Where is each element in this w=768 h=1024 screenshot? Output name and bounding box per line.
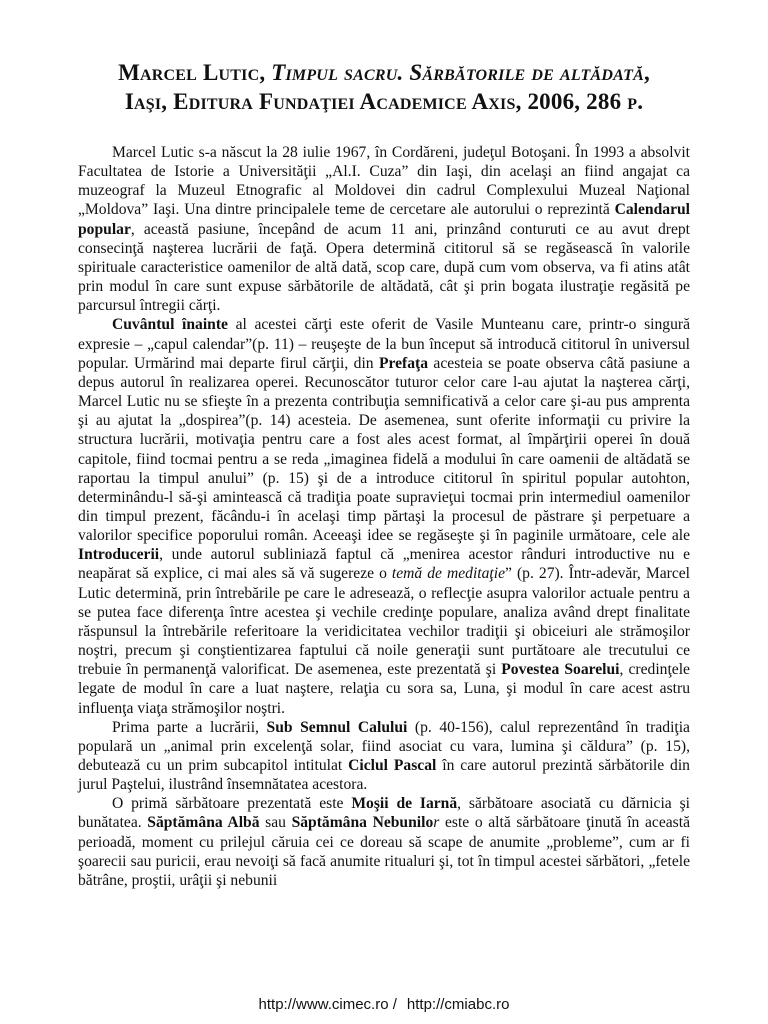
bold-text: Moşii de Iarnă (351, 795, 458, 813)
bold-text: Introducerii (78, 546, 160, 564)
text-run: , unde autorul subliniază faptul că „menirea acestor rânduri introductive nu e neapărat să explice, ci mai ales să vă sugereze o (78, 546, 690, 583)
title-line-2: Iaşi, Editura Fundaţiei Academice Axis, 2006, 286 p. (124, 89, 644, 114)
footer (0, 996, 768, 1013)
body-text (78, 143, 690, 890)
text-run: al acestei cărţi este oferit de Vasile Munteanu care, printr-o singură expresie – „capul calendar”(p. 11) – reuşeşte de la bun început să introducă cititorul în universul popular. Urmărind mai departe firul cărţii, din (78, 316, 691, 372)
footer-link-cmiabc[interactable]: http://cmiabc.ro (406, 996, 510, 1013)
title-book: Timpul sacru. Sărbătorile de altădată (271, 60, 644, 85)
bold-text: Prefaţa (378, 354, 429, 372)
italic-text: r (433, 814, 440, 832)
text-run: , această pasiune, începând de acum 11 ani, prinzând conturuti ce au avut drept consecinţă naşterea lucrării de faţă. Opera determină cititorul să se regăsească în valorile spirituale caracteristice oamenilor de altă dată, scop care, după cum vom observa, va fi atins atât prin modul în care sunt expuse sărbătorile de altădată, cât şi prin bogata ilustraţie regăsită pe parcursul întregii cărţi. (78, 220, 690, 315)
text-run: Marcel Lutic s-a născut la 28 iulie 1967, în Cordăreni, judeţul Botoşani. În 1993 a absolvit Facultatea de Istorie a Universităţii „Al.I. Cuza” din Iaşi, din acelaşi an fiind angajat ca muzeograf la Muzeul Etnografic al Moldovei din cadrul Complexului Muzeal Naţional „Moldova” Iaşi. Una dintre principalele teme de cercetare ale autorului o reprezintă (78, 144, 690, 219)
title-line-1 (40, 58, 728, 87)
text-run: Prima parte a lucrării, (112, 718, 267, 736)
bold-text: Ciclul Pascal (348, 757, 437, 774)
footer-link-cimec[interactable]: http://www.cimec.ro / (258, 996, 397, 1013)
paragraph (78, 143, 690, 315)
text-run: acesteia se poate observa câtă pasiune a depus autorul în realizarea operei. Recunoscător tuturor celor care l-au ajutat la naşterea cărţi, Marcel Lutic nu se sfieşte în a prezenta contribuţia semnificativă a celor care şi-au pus amprenta şi au ajutat la „dospirea”(p. 14) acesteia. De asemenea, sunt oferite informaţii cu privire la structura lucrării, motivaţia pentru care a fost ales acest format, al împărţirii operei în două capitole, fiind tocmai pentru a se reda „imaginea fidelă a modului în care oamenii de altădată se raportau la timpul anului” (p. 15) şi de a introduce cititorul în spiritul popular autohton, determinându-l să-şi amintească că tradiţia poate supravieţui tocmai prin intermediul oamenilor din timpul prezent, făcându-i în acelaşi timp părtaşi la procesul de păstrare şi perpetuare a valorilor specifice poporului român. Aceeaşi idee se regăseşte şi în paginile următoare, cele ale (78, 354, 690, 545)
italic-text: temă de meditaţie (391, 565, 506, 583)
text-run: sau (259, 814, 292, 832)
bold-text: Săptămâna Albă (147, 814, 260, 832)
bold-text: Calendarul popular (78, 201, 690, 238)
review-title (40, 58, 728, 116)
text-run: , sărbătoare asociată cu dărnicia şi bunătatea. (78, 795, 690, 832)
paragraph (78, 315, 690, 717)
bold-text: Povestea Soarelui (501, 661, 620, 679)
text-run: în care autorul prezintă sărbătorile din jurul Paştelui, ilustrând însemnătatea acestora. (78, 757, 690, 794)
bold-text: Săptămâna Nebunilo (291, 814, 434, 832)
text-run: ” (p. 27). Într-adevăr, Marcel Lutic determină, prin întrebările pe care le adresează, o reflecţie asupra valorilor actuale pentru a se putea face diferenţa între acestea şi vechile credinţe populare, analiza având drept finalitate răspunsul la întrebările referitoare la veridicitatea vechilor tradiţii şi obiceiuri ale strămoşilor noştri, precum şi conştientizarea faptului că noile generaţii sunt purtătoare ale trecutului ce trebuie în permanenţă valorificat. De asemenea, este prezentată şi (78, 565, 691, 679)
title-comma: , (643, 60, 650, 85)
text-run: , credinţele legate de modul în care a luat naştere, relaţia cu sora sa, Luna, şi modul în care acest astru influenţa viaţa strămoşilor noştri. (78, 661, 690, 717)
paragraph (78, 718, 690, 795)
text-run: (p. 40-156), calul reprezentând în tradiţia populară un „animal prin excelenţă solar, fiind asociat cu vara, lumina şi căldura” (p. 15), debutează cu un prim subcapitol intitulat (78, 718, 690, 774)
title-author: Marcel Lutic, (118, 60, 272, 85)
text-run: O primă sărbătoare prezentată este (112, 795, 352, 813)
bold-text: Cuvântul înainte (112, 316, 228, 334)
text-run: este o altă sărbătoare ţinută în această perioadă, moment cu prilejul căruia cei ce doreau să scape de anumite „probleme”, cum ar fi şoarecii sau puricii, erau nevoiţi să facă anumite ritualuri şi, tot în timpul acestei sărbători, „fetele bătrâne, proştii, urâţii şi nebunii (78, 814, 690, 889)
bold-text: Sub Semnul Calului (266, 718, 408, 736)
paragraph (78, 794, 690, 890)
